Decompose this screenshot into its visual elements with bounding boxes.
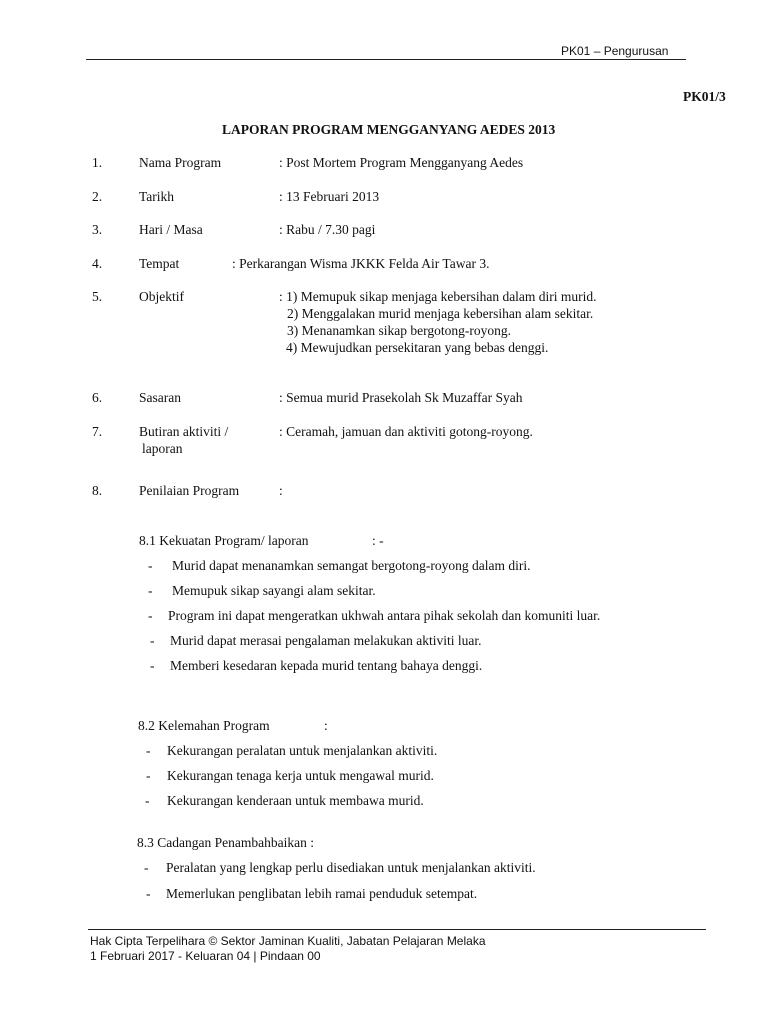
section-colon: : (324, 718, 328, 733)
item-value: : Post Mortem Program Mengganyang Aedes (279, 155, 524, 170)
item-value: : 1) Memupuk sikap menjaga kebersihan dalam diri murid. (279, 289, 597, 304)
section-heading: 8.3 Cadangan Penambahbaikan : (137, 835, 314, 850)
page-header: PK01 – Pengurusan (561, 44, 669, 58)
item-value: : Perkarangan Wisma JKKK Felda Air Tawar 3. (232, 256, 490, 271)
item-label-continued: laporan (142, 441, 183, 456)
list-item: Memerlukan penglibatan lebih ramai penduduk setempat. (166, 886, 478, 901)
item-value: : 13 Februari 2013 (279, 189, 380, 204)
bullet-dash: - (146, 768, 151, 783)
objective-line: 2) Menggalakan murid menjaga kebersihan alam sekitar. (287, 306, 594, 321)
item-label: Objektif (139, 289, 184, 304)
footer-copyright: Hak Cipta Terpelihara © Sektor Jaminan Kualiti, Jabatan Pelajaran Melaka (90, 934, 486, 948)
bullet-dash: - (148, 558, 153, 573)
objective-line: 3) Menanamkan sikap bergotong-royong. (287, 323, 511, 338)
item-label: Tarikh (139, 189, 175, 204)
item-number: 4. (92, 256, 103, 271)
bullet-dash: - (144, 860, 149, 875)
item-value: : Semua murid Prasekolah Sk Muzaffar Syah (279, 390, 523, 405)
list-item: Kekurangan peralatan untuk menjalankan aktiviti. (167, 743, 438, 758)
list-item: Memberi kesedaran kepada murid tentang bahaya denggi. (170, 658, 483, 673)
objective-line: 4) Mewujudkan persekitaran yang bebas denggi. (286, 340, 549, 355)
list-item: Kekurangan tenaga kerja untuk mengawal murid. (167, 768, 434, 783)
section-heading: 8.2 Kelemahan Program (138, 718, 270, 733)
bullet-dash: - (146, 886, 151, 901)
bullet-dash: - (150, 633, 155, 648)
bullet-dash: - (148, 583, 153, 598)
footer-version: 1 Februari 2017 - Keluaran 04 | Pindaan 00 (90, 949, 321, 963)
footer-rule (88, 929, 706, 930)
item-label: Sasaran (139, 390, 181, 405)
bullet-dash: - (146, 743, 151, 758)
header-rule (86, 59, 686, 60)
item-value: : Rabu / 7.30 pagi (279, 222, 376, 237)
item-label: Tempat (139, 256, 180, 271)
bullet-dash: - (150, 658, 155, 673)
item-value: : (279, 483, 283, 498)
item-label: Hari / Masa (139, 222, 203, 237)
list-item: Murid dapat menanamkan semangat bergotong-royong dalam diri. (172, 558, 531, 573)
list-item: Peralatan yang lengkap perlu disediakan untuk menjalankan aktiviti. (166, 860, 536, 875)
item-number: 2. (92, 189, 103, 204)
item-number: 1. (92, 155, 103, 170)
item-label: Penilaian Program (139, 483, 240, 498)
document-code: PK01/3 (683, 89, 726, 104)
item-label: Butiran aktiviti / (139, 424, 229, 439)
item-label: Nama Program (139, 155, 222, 170)
section-heading: 8.1 Kekuatan Program/ laporan (139, 533, 309, 548)
bullet-dash: - (148, 608, 153, 623)
list-item: Program ini dapat mengeratkan ukhwah antara pihak sekolah dan komuniti luar. (168, 608, 601, 623)
list-item: Kekurangan kenderaan untuk membawa murid. (167, 793, 424, 808)
document-title: LAPORAN PROGRAM MENGGANYANG AEDES 2013 (222, 122, 556, 137)
item-value: : Ceramah, jamuan dan aktiviti gotong-royong. (279, 424, 533, 439)
item-number: 6. (92, 390, 103, 405)
item-number: 5. (92, 289, 103, 304)
bullet-dash: - (145, 793, 150, 808)
item-number: 7. (92, 424, 103, 439)
section-colon: : - (372, 533, 384, 548)
list-item: Memupuk sikap sayangi alam sekitar. (172, 583, 376, 598)
item-number: 8. (92, 483, 103, 498)
item-number: 3. (92, 222, 103, 237)
list-item: Murid dapat merasai pengalaman melakukan aktiviti luar. (170, 633, 482, 648)
